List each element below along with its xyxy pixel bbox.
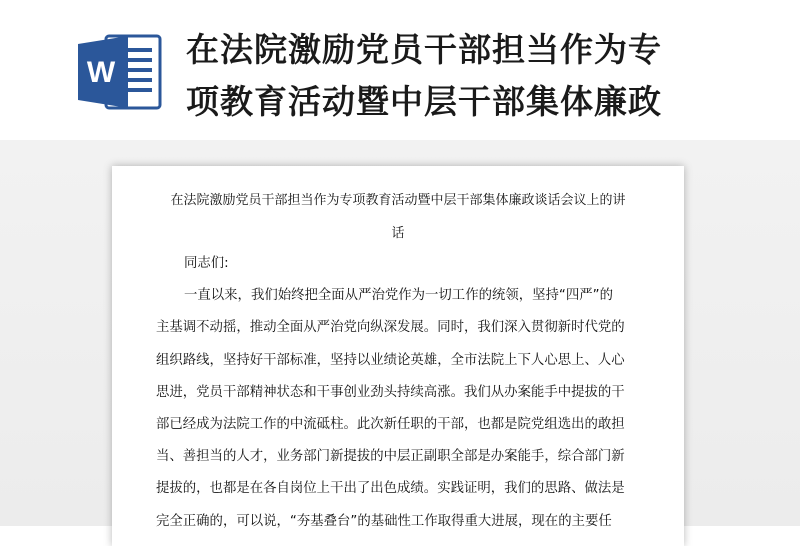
preview-title-line-1: 在法院激励党员干部担当作为专 [186,30,662,69]
document-title [148,184,648,250]
svg-text:W: W [86,56,116,89]
preview-header [0,0,800,140]
document-title-line-2: 话 [391,226,405,241]
preview-title [186,24,786,128]
body-line: 一直以来，我们始终把全面从严治党作为一切工作的统领，坚持“四严”的 [184,288,613,304]
body-line: 完全正确的，可以说，“夯基叠台”的基础性工作取得重大进展，现在的主要任 [156,513,612,529]
word-document-icon [76,32,164,112]
body-line: 主基调不动摇，推动全面从严治党向纵深发展。同时，我们深入贯彻新时代党的 [156,320,625,336]
salutation: 同志们: [184,256,229,271]
body-line: 部已经成为法院工作的中流砥柱。此次新任职的干部，也都是院党组选出的敢担 [156,417,625,433]
body-line: 提拔的，也都是在各自岗位上干出了出色成绩。实践证明，我们的思路、做法是 [156,481,625,497]
document-title-line-1: 在法院激励党员干部担当作为专项教育活动暨中层干部集体廉政谈话会议上的讲 [170,193,626,208]
preview-title-line-2: 项教育活动暨中层干部集体廉政 [186,82,662,121]
document-body [156,248,646,538]
body-line: 组织路线，坚持好干部标准，坚持以业绩论英雄，全市法院上下人心思上、人心 [156,352,625,368]
document-page[interactable] [112,166,684,546]
body-line: 思进，党员干部精神状态和干事创业劲头持续高涨。我们从办案能手中提拔的干 [156,384,625,400]
body-line: 当、善担当的人才，业务部门新提拔的中层正副职全部是办案能手，综合部门新 [156,449,625,465]
